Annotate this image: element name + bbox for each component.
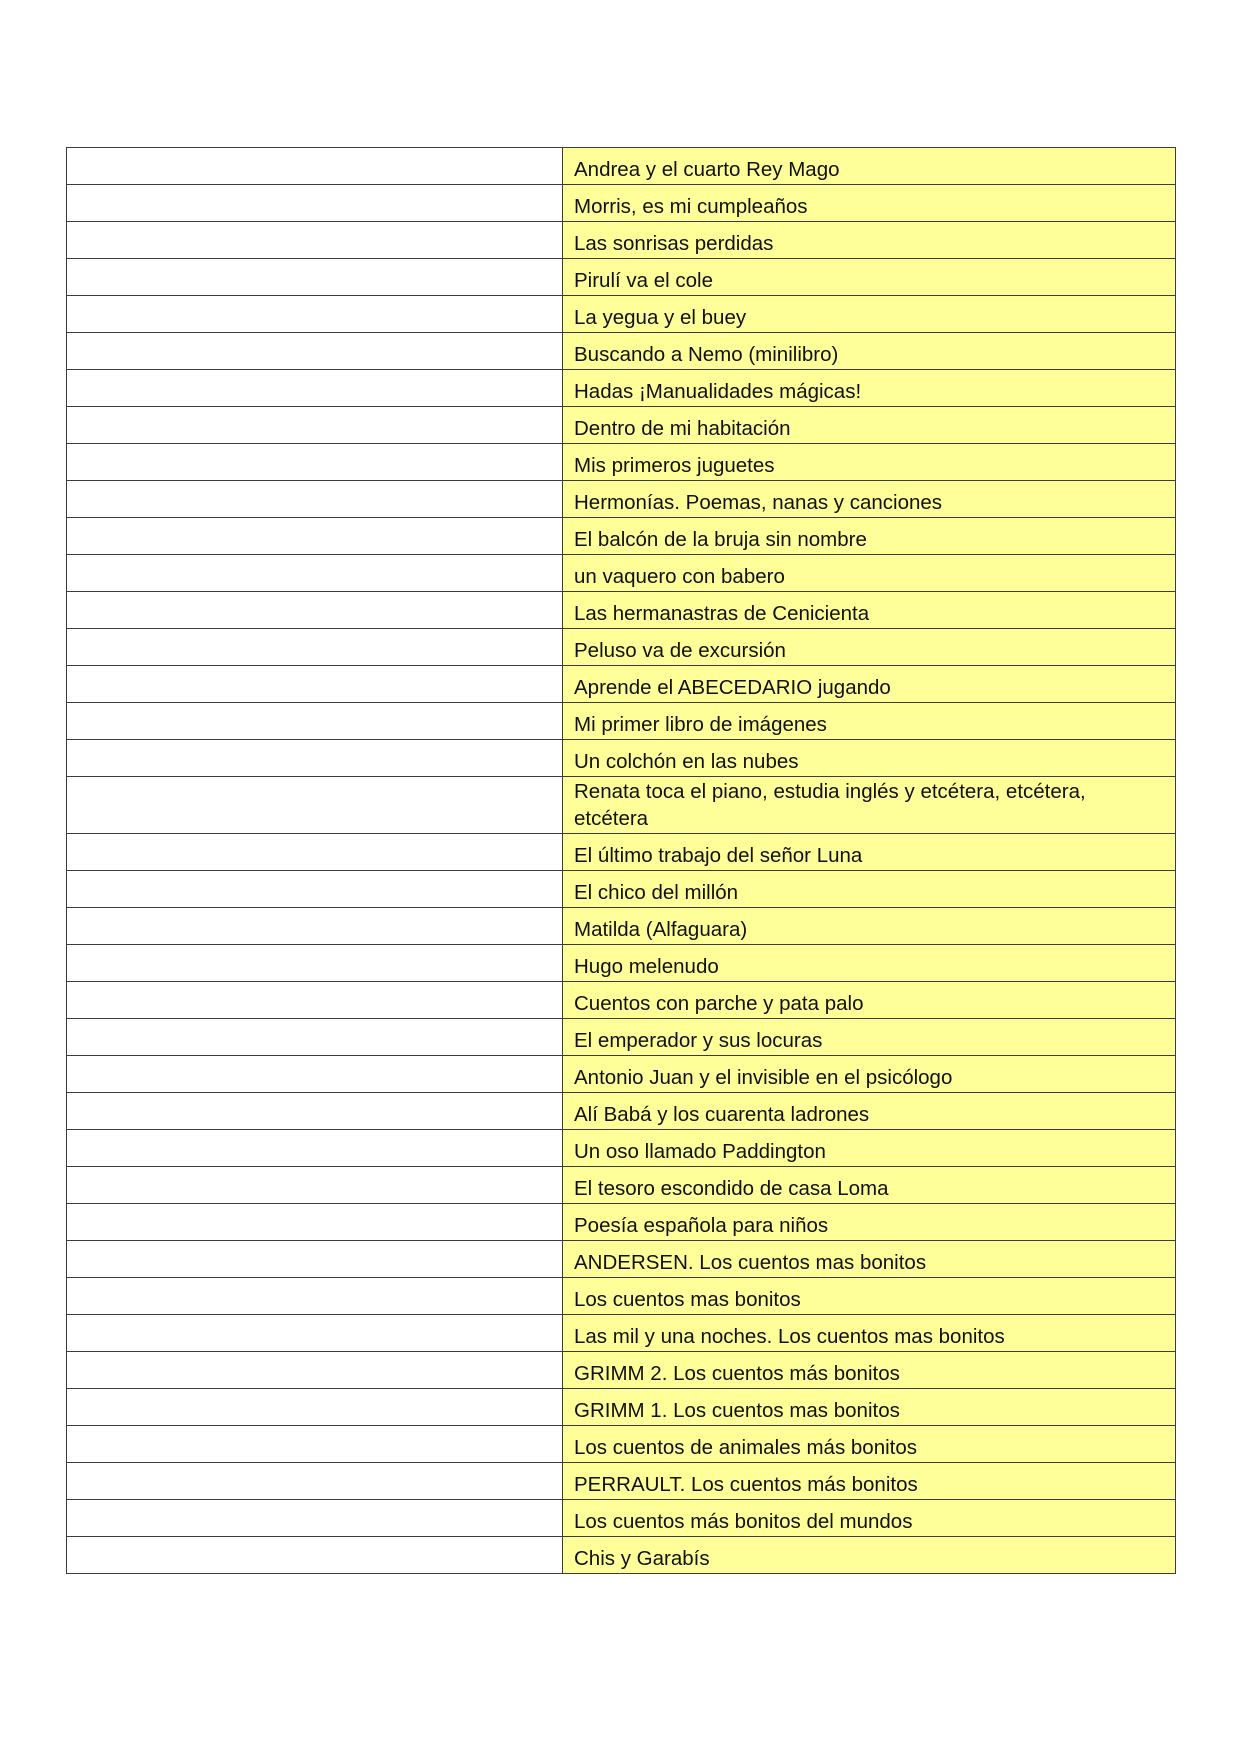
book-title-cell[interactable]: Alí Babá y los cuarenta ladrones <box>563 1093 1176 1130</box>
empty-cell[interactable] <box>67 740 563 777</box>
empty-cell[interactable] <box>67 185 563 222</box>
book-title-cell[interactable]: El chico del millón <box>563 871 1176 908</box>
table-row <box>67 1056 1176 1093</box>
book-title-cell[interactable]: Matilda (Alfaguara) <box>563 908 1176 945</box>
table-row <box>67 834 1176 871</box>
book-title-cell[interactable]: GRIMM 2. Los cuentos más bonitos <box>563 1352 1176 1389</box>
book-title-cell[interactable]: Un colchón en las nubes <box>563 740 1176 777</box>
table-row <box>67 1500 1176 1537</box>
empty-cell[interactable] <box>67 982 563 1019</box>
book-title-cell[interactable]: La yegua y el buey <box>563 296 1176 333</box>
empty-cell[interactable] <box>67 1130 563 1167</box>
table-row <box>67 945 1176 982</box>
empty-cell[interactable] <box>67 370 563 407</box>
empty-cell[interactable] <box>67 1500 563 1537</box>
book-title-cell[interactable]: Los cuentos más bonitos del mundos <box>563 1500 1176 1537</box>
book-title-cell[interactable]: un vaquero con babero <box>563 555 1176 592</box>
table-body <box>67 148 1176 1574</box>
book-title-cell[interactable]: Las mil y una noches. Los cuentos mas bonitos <box>563 1315 1176 1352</box>
book-title-cell[interactable]: GRIMM 1. Los cuentos mas bonitos <box>563 1389 1176 1426</box>
book-title-cell[interactable]: Pirulí va el cole <box>563 259 1176 296</box>
table-row <box>67 407 1176 444</box>
empty-cell[interactable] <box>67 1352 563 1389</box>
empty-cell[interactable] <box>67 259 563 296</box>
table-row <box>67 555 1176 592</box>
table-row <box>67 185 1176 222</box>
empty-cell[interactable] <box>67 1167 563 1204</box>
table-row <box>67 1426 1176 1463</box>
empty-cell[interactable] <box>67 1019 563 1056</box>
table-row <box>67 629 1176 666</box>
book-title-cell[interactable]: Los cuentos mas bonitos <box>563 1278 1176 1315</box>
book-title-cell[interactable]: Aprende el ABECEDARIO jugando <box>563 666 1176 703</box>
table-row <box>67 703 1176 740</box>
book-title-cell[interactable]: Hugo melenudo <box>563 945 1176 982</box>
empty-cell[interactable] <box>67 333 563 370</box>
empty-cell[interactable] <box>67 777 563 834</box>
table-row <box>67 1019 1176 1056</box>
table-row <box>67 333 1176 370</box>
book-title-cell[interactable]: Renata toca el piano, estudia inglés y etcétera, etcétera, etcétera <box>563 777 1176 834</box>
empty-cell[interactable] <box>67 703 563 740</box>
book-title-cell[interactable]: Morris, es mi cumpleaños <box>563 185 1176 222</box>
book-title-cell[interactable]: Hermonías. Poemas, nanas y canciones <box>563 481 1176 518</box>
empty-cell[interactable] <box>67 555 563 592</box>
table-row <box>67 1204 1176 1241</box>
empty-cell[interactable] <box>67 444 563 481</box>
empty-cell[interactable] <box>67 222 563 259</box>
table-row <box>67 1241 1176 1278</box>
book-title-cell[interactable]: Las sonrisas perdidas <box>563 222 1176 259</box>
book-title-cell[interactable]: El tesoro escondido de casa Loma <box>563 1167 1176 1204</box>
book-title-cell[interactable]: Mis primeros juguetes <box>563 444 1176 481</box>
book-title-cell[interactable]: Cuentos con parche y pata palo <box>563 982 1176 1019</box>
table-row <box>67 871 1176 908</box>
empty-cell[interactable] <box>67 592 563 629</box>
table-row <box>67 296 1176 333</box>
table-row <box>67 740 1176 777</box>
empty-cell[interactable] <box>67 1426 563 1463</box>
book-title-cell[interactable]: ANDERSEN. Los cuentos mas bonitos <box>563 1241 1176 1278</box>
table-row <box>67 1167 1176 1204</box>
table-row <box>67 370 1176 407</box>
empty-cell[interactable] <box>67 666 563 703</box>
table-row <box>67 1537 1176 1574</box>
empty-cell[interactable] <box>67 1389 563 1426</box>
table-row <box>67 259 1176 296</box>
book-title-cell[interactable]: Un oso llamado Paddington <box>563 1130 1176 1167</box>
table-row <box>67 592 1176 629</box>
book-title-table <box>66 147 1176 1574</box>
book-title-cell[interactable]: El último trabajo del señor Luna <box>563 834 1176 871</box>
book-title-cell[interactable]: Hadas ¡Manualidades mágicas! <box>563 370 1176 407</box>
empty-cell[interactable] <box>67 1315 563 1352</box>
book-title-cell[interactable]: Antonio Juan y el invisible en el psicólogo <box>563 1056 1176 1093</box>
book-title-cell[interactable]: Chis y Garabís <box>563 1537 1176 1574</box>
book-title-cell[interactable]: Dentro de mi habitación <box>563 407 1176 444</box>
book-title-cell[interactable]: PERRAULT. Los cuentos más bonitos <box>563 1463 1176 1500</box>
table-row <box>67 222 1176 259</box>
table-row <box>67 777 1176 834</box>
table-row <box>67 1130 1176 1167</box>
book-title-cell[interactable]: Los cuentos de animales más bonitos <box>563 1426 1176 1463</box>
table-row <box>67 1278 1176 1315</box>
empty-cell[interactable] <box>67 1204 563 1241</box>
book-title-cell[interactable]: Poesía española para niños <box>563 1204 1176 1241</box>
empty-cell[interactable] <box>67 945 563 982</box>
table-row <box>67 1463 1176 1500</box>
empty-cell[interactable] <box>67 518 563 555</box>
empty-cell[interactable] <box>67 1056 563 1093</box>
book-title-cell[interactable]: Mi primer libro de imágenes <box>563 703 1176 740</box>
table-row <box>67 908 1176 945</box>
table-row <box>67 1315 1176 1352</box>
empty-cell[interactable] <box>67 407 563 444</box>
table-row <box>67 1389 1176 1426</box>
book-title-cell[interactable]: Andrea y el cuarto Rey Mago <box>563 148 1176 185</box>
table-row <box>67 481 1176 518</box>
empty-cell[interactable] <box>67 296 563 333</box>
table-row <box>67 666 1176 703</box>
book-title-cell[interactable]: Peluso va de excursión <box>563 629 1176 666</box>
empty-cell[interactable] <box>67 908 563 945</box>
empty-cell[interactable] <box>67 481 563 518</box>
table-row <box>67 1093 1176 1130</box>
empty-cell[interactable] <box>67 1463 563 1500</box>
empty-cell[interactable] <box>67 148 563 185</box>
table-row <box>67 148 1176 185</box>
empty-cell[interactable] <box>67 1537 563 1574</box>
empty-cell[interactable] <box>67 1278 563 1315</box>
book-title-cell[interactable]: Las hermanastras de Cenicienta <box>563 592 1176 629</box>
table-row <box>67 518 1176 555</box>
book-title-cell[interactable]: Buscando a Nemo (minilibro) <box>563 333 1176 370</box>
empty-cell[interactable] <box>67 834 563 871</box>
empty-cell[interactable] <box>67 1093 563 1130</box>
book-title-cell[interactable]: El balcón de la bruja sin nombre <box>563 518 1176 555</box>
table-row <box>67 444 1176 481</box>
book-title-cell[interactable]: El emperador y sus locuras <box>563 1019 1176 1056</box>
table-row <box>67 1352 1176 1389</box>
table-row <box>67 982 1176 1019</box>
empty-cell[interactable] <box>67 1241 563 1278</box>
empty-cell[interactable] <box>67 871 563 908</box>
empty-cell[interactable] <box>67 629 563 666</box>
